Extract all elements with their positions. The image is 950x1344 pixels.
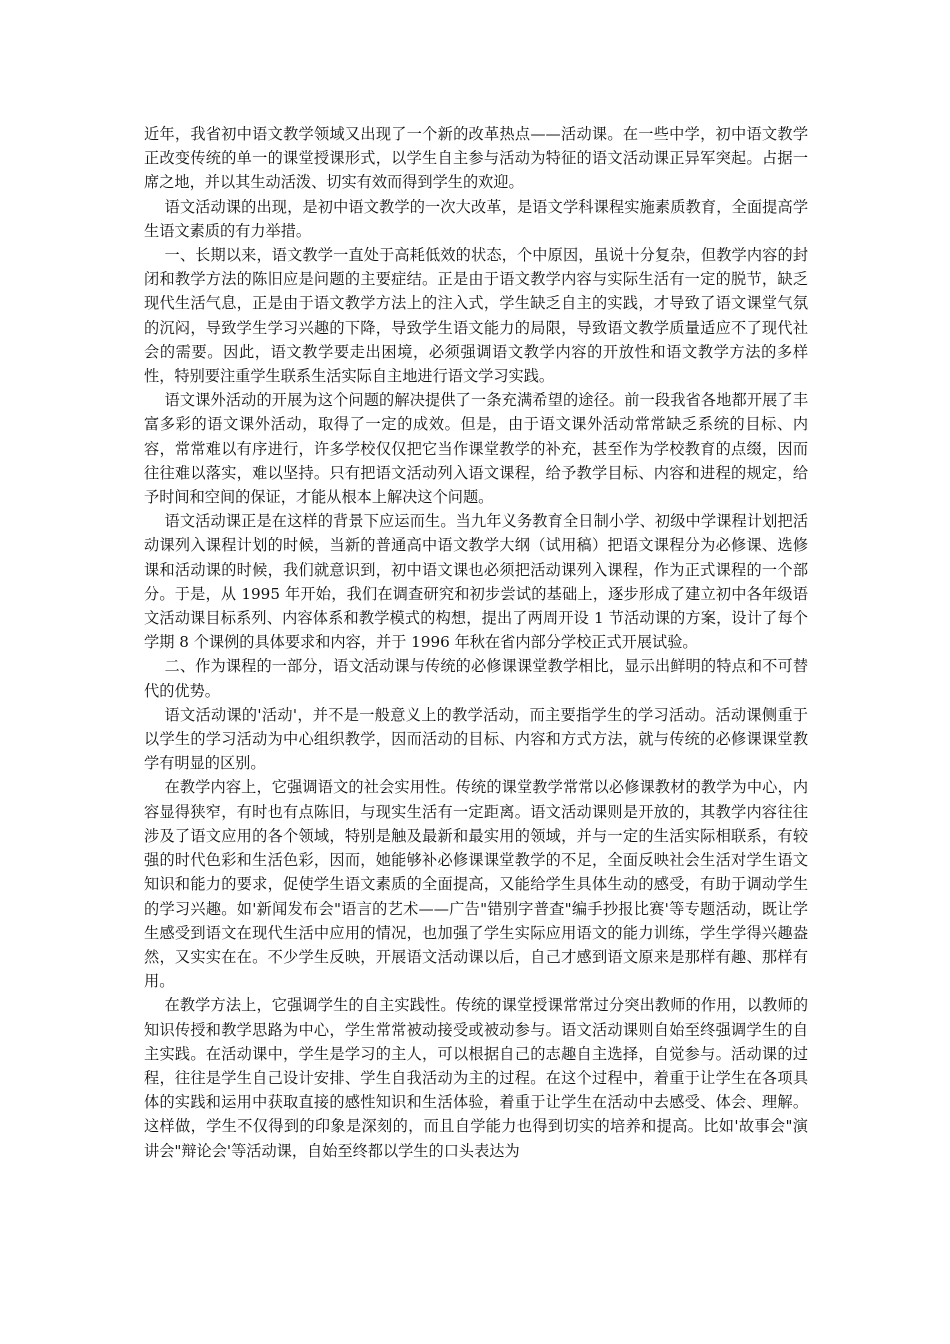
- paragraph-4: 语文课外活动的开展为这个问题的解决提供了一条充满希望的途径。前一段我省各地都开展了丰富多彩的语文课外活动，取得了一定的成效。但是，由于语文课外活动常常缺乏系统的目标、内容，常常难以有序进行，许多学校仅仅把它当作课堂教学的补充，甚至作为学校教育的点缀，因而往往难以落实，难以坚持。只有把语文活动列入语文课程，给予教学目标、内容和进程的规定，给予时间和空间的保证，才能从根本上解决这个问题。: [144, 391, 808, 507]
- paragraph-9: 在教学方法上，它强调学生的自主实践性。传统的课堂授课常常过分突出教师的作用，以教师的知识传授和教学思路为中心，学生常常被动接受或被动参与。语文活动课则自始至终强调学生的自主实践。在活动课中，学生是学习的主人，可以根据自己的志趣自主选择，自觉参与。活动课的过程，往往是学生自己设计安排、学生自我活动为主的过程。在这个过程中，着重于让学生在各项具体的实践和运用中获取直接的感性知识和生活体验，着重于让学生在活动中去感受、体会、理解。这样做，学生不仅得到的印象是深刻的，而且自学能力也得到切实的培养和提高。比如'故事会"演讲会"辩论会'等活动课，自始至终都以学生的口头表达为: [144, 996, 808, 1160]
- paragraph-5: 语文活动课正是在这样的背景下应运而生。当九年义务教育全日制小学、初级中学课程计划把活动课列入课程计划的时候，当新的普通高中语文教学大纲（试用稿）把语文课程分为必修课、选修课和活动课的时候，我们就意识到，初中语文课也必须把活动课列入课程，作为正式课程的一个部分。于是，从 1995 年开始，我们在调查研究和初步尝试的基础上，逐步形成了建立初中各年级语文活动课目标系列、内容体系和教学模式的构想，提出了两周开设 1 节活动课的方案，设计了每个学期 8 个课例的具体要求和内容，并于 1996 年秋在省内部分学校正式开展试验。: [144, 512, 808, 652]
- paragraph-8: 在教学内容上，它强调语文的社会实用性。传统的课堂教学常常以必修课教材的教学为中心，内容显得狭窄，有时也有点陈旧，与现实生活有一定距离。语文活动课则是开放的，其教学内容往往涉及了语文应用的各个领域，特别是触及最新和最实用的领域，并与一定的生活实际相联系，有较强的时代色彩和生活色彩，因而，她能够补必修课课堂教学的不足，全面反映社会生活对学生语文知识和能力的要求，促使学生语文素质的全面提高，又能给学生具体生动的感受，有助于调动学生的学习兴趣。如'新闻发布会"语言的艺术——广告"错别字普查"编手抄报比赛'等专题活动，既让学生感受到语文在现代生活中应用的情况，也加强了学生实际应用语文的能力训练，学生学得兴趣盎然，又实实在在。不少学生反映，开展语文活动课以后，自己才感到语文原来是那样有趣、那样有用。: [144, 778, 808, 991]
- document-body: [144, 122, 808, 1163]
- paragraph-3: 一、长期以来，语文教学一直处于高耗低效的状态，个中原因，虽说十分复杂，但教学内容的封闭和教学方法的陈旧应是问题的主要症结。正是由于语文教学内容与实际生活有一定的脱节，缺乏现代生活气息，正是由于语文教学方法上的注入式，学生缺乏自主的实践，才导致了语文课堂气氛的沉闷，导致学生学习兴趣的下降，导致学生语文能力的局限，导致语文教学质量适应不了现代社会的需要。因此，语文教学要走出困境，必须强调语文教学内容的开放性和语文教学方法的多样性，特别要注重学生联系生活实际自主地进行语文学习实践。: [144, 246, 808, 386]
- paragraph-2: 语文活动课的出现，是初中语文教学的一次大改革，是语文学科课程实施素质教育，全面提高学生语文素质的有力举措。: [144, 197, 808, 240]
- paragraph-6: 二、作为课程的一部分，语文活动课与传统的必修课课堂教学相比，显示出鲜明的特点和不可替代的优势。: [144, 657, 808, 700]
- paragraph-1: 近年，我省初中语文教学领域又出现了一个新的改革热点——活动课。在一些中学，初中语文教学正改变传统的单一的课堂授课形式，以学生自主参与活动为特征的语文活动课正异军突起。占据一席之地，并以其生动活泼、切实有效而得到学生的欢迎。: [144, 125, 808, 192]
- paragraph-7: 语文活动课的'活动'，并不是一般意义上的教学活动，而主要指学生的学习活动。活动课侧重于以学生的学习活动为中心组织教学，因而活动的目标、内容和方式方法，就与传统的必修课课堂教学有明显的区别。: [144, 705, 808, 773]
